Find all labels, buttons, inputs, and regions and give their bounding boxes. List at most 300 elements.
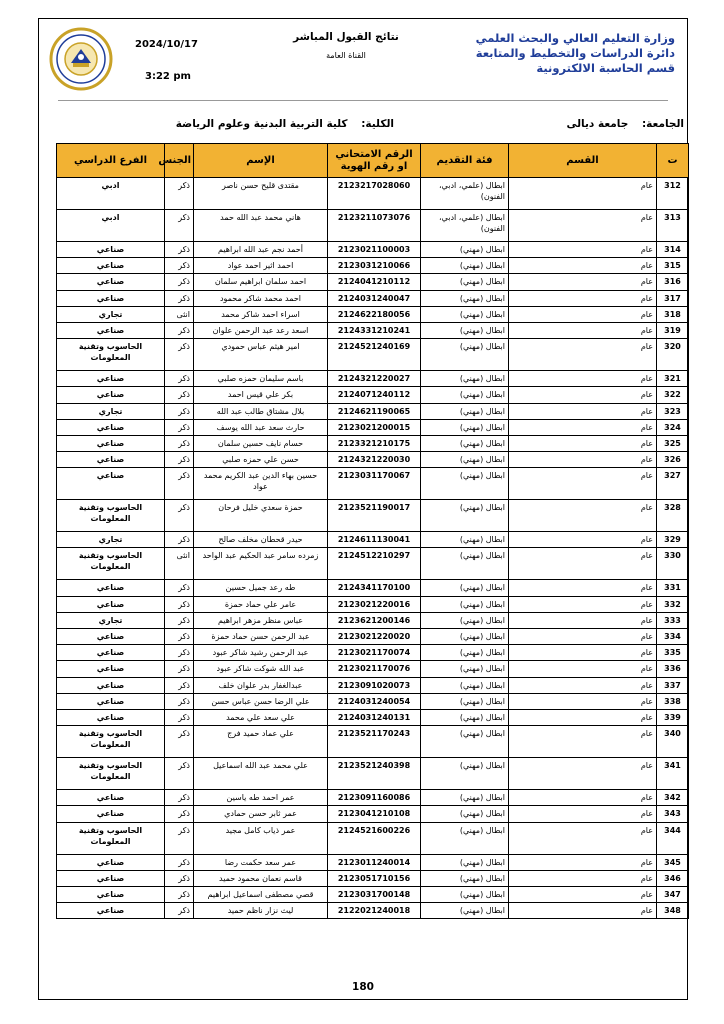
cell-category: ابطال (مهني) <box>421 580 509 596</box>
cell-category: ابطال (مهني) <box>421 903 509 919</box>
table-row <box>57 242 689 258</box>
cell-exam-id: 2124321220027 <box>328 371 421 387</box>
cell-name: عباس منظر مزهر ابراهيم <box>194 612 328 628</box>
cell-seq: 320 <box>657 339 689 371</box>
cell-name: اسعد رعد عبد الرحمن علوان <box>194 322 328 338</box>
cell-exam-id: 2124071240112 <box>328 387 421 403</box>
table-row <box>57 548 689 580</box>
cell-category: ابطال (مهني) <box>421 371 509 387</box>
cell-name: احمد سلمان ابراهيم سلمان <box>194 274 328 290</box>
cell-gender: ذكر <box>165 709 194 725</box>
cell-dept: عام <box>509 371 657 387</box>
col-header-gender: الجنس <box>165 144 194 178</box>
cell-name: احمد اثير احمد عواد <box>194 258 328 274</box>
cell-seq: 339 <box>657 709 689 725</box>
table-row <box>57 210 689 242</box>
cell-gender: ذكر <box>165 758 194 790</box>
cell-exam-id: 2123031170067 <box>328 468 421 500</box>
cell-branch: صناعي <box>57 452 165 468</box>
cell-dept: عام <box>509 903 657 919</box>
cell-name: عمر احمد طه ياسين <box>194 790 328 806</box>
cell-category: ابطال (مهني) <box>421 274 509 290</box>
cell-name: اسراء احمد شاكر محمد <box>194 306 328 322</box>
table-row <box>57 886 689 902</box>
cell-branch: صناعي <box>57 274 165 290</box>
cell-category: ابطال (مهني) <box>421 870 509 886</box>
ministry-logo-icon <box>49 27 113 91</box>
cell-name: عبد الرحمن رشيد شاكر عبود <box>194 645 328 661</box>
cell-name: عمر سعد حكمت رضا <box>194 854 328 870</box>
cell-exam-id: 2123091160086 <box>328 790 421 806</box>
cell-branch: ادبي <box>57 178 165 210</box>
cell-category: ابطال (مهني) <box>421 822 509 854</box>
cell-branch: الحاسوب وتقنية المعلومات <box>57 548 165 580</box>
cell-dept: عام <box>509 242 657 258</box>
cell-name: أحمد نجم عبد الله ابراهيم <box>194 242 328 258</box>
cell-name: حارث سعد عبد الله يوسف <box>194 419 328 435</box>
cell-category: ابطال (مهني) <box>421 419 509 435</box>
cell-name: عامر علي حماد حمزة <box>194 596 328 612</box>
cell-name: مقتدى قليح حسن ناصر <box>194 178 328 210</box>
table-row <box>57 612 689 628</box>
cell-gender: ذكر <box>165 468 194 500</box>
cell-exam-id: 2123621200146 <box>328 612 421 628</box>
cell-dept: عام <box>509 870 657 886</box>
cell-dept: عام <box>509 258 657 274</box>
cell-dept: عام <box>509 290 657 306</box>
cell-category: ابطال (مهني) <box>421 548 509 580</box>
cell-branch: صناعي <box>57 886 165 902</box>
cell-dept: عام <box>509 532 657 548</box>
cell-gender: انثى <box>165 306 194 322</box>
table-row <box>57 903 689 919</box>
cell-category: ابطال (مهني) <box>421 500 509 532</box>
cell-gender: ذكر <box>165 870 194 886</box>
cell-branch: صناعي <box>57 693 165 709</box>
cell-gender: ذكر <box>165 435 194 451</box>
table-row <box>57 790 689 806</box>
cell-dept: عام <box>509 306 657 322</box>
cell-branch: صناعي <box>57 435 165 451</box>
cell-name: احمد محمد شاكر محمود <box>194 290 328 306</box>
table-row <box>57 726 689 758</box>
cell-gender: ذكر <box>165 532 194 548</box>
cell-seq: 327 <box>657 468 689 500</box>
table-body <box>57 178 689 919</box>
cell-category: ابطال (مهني) <box>421 790 509 806</box>
cell-seq: 312 <box>657 178 689 210</box>
cell-seq: 321 <box>657 371 689 387</box>
cell-dept: عام <box>509 629 657 645</box>
page-number: 180 <box>352 981 374 993</box>
table-row <box>57 709 689 725</box>
table-row <box>57 452 689 468</box>
cell-seq: 318 <box>657 306 689 322</box>
cell-gender: ذكر <box>165 886 194 902</box>
cell-gender: ذكر <box>165 596 194 612</box>
table-row <box>57 178 689 210</box>
cell-name: عبدالغفار بدر علوان خلف <box>194 677 328 693</box>
col-header-name: الإسم <box>194 144 328 178</box>
cell-branch: صناعي <box>57 596 165 612</box>
cell-branch: صناعي <box>57 387 165 403</box>
cell-exam-id: 2124611130041 <box>328 532 421 548</box>
cell-exam-id: 2124622180056 <box>328 306 421 322</box>
col-header-branch: الفرع الدراسي <box>57 144 165 178</box>
cell-branch: صناعي <box>57 645 165 661</box>
table-row <box>57 403 689 419</box>
cell-branch: الحاسوب وتقنية المعلومات <box>57 726 165 758</box>
cell-exam-id: 2124521600226 <box>328 822 421 854</box>
cell-dept: عام <box>509 580 657 596</box>
table-row <box>57 758 689 790</box>
cell-category: ابطال (مهني) <box>421 435 509 451</box>
cell-exam-id: 2123521170243 <box>328 726 421 758</box>
cell-gender: ذكر <box>165 612 194 628</box>
cell-gender: ذكر <box>165 629 194 645</box>
table-row <box>57 322 689 338</box>
cell-gender: ذكر <box>165 322 194 338</box>
college-value: كلية التربية البدنية وعلوم الرياضة <box>175 118 348 130</box>
cell-gender: ذكر <box>165 677 194 693</box>
table-row <box>57 822 689 854</box>
cell-category: ابطال (مهني) <box>421 452 509 468</box>
cell-name: حمزة سعدي خليل فرحان <box>194 500 328 532</box>
cell-seq: 346 <box>657 870 689 886</box>
cell-seq: 316 <box>657 274 689 290</box>
table-row <box>57 387 689 403</box>
cell-branch: صناعي <box>57 258 165 274</box>
cell-seq: 340 <box>657 726 689 758</box>
col-header-category: فئة التقديم <box>421 144 509 178</box>
cell-seq: 335 <box>657 645 689 661</box>
cell-category: ابطال (مهني) <box>421 661 509 677</box>
cell-exam-id: 2124031240131 <box>328 709 421 725</box>
table-row <box>57 677 689 693</box>
report-subtitle: القناة العامة <box>326 51 366 60</box>
cell-category: ابطال (مهني) <box>421 726 509 758</box>
cell-name: حسام نايف حسين سلمان <box>194 435 328 451</box>
cell-seq: 341 <box>657 758 689 790</box>
table-row <box>57 500 689 532</box>
report-title-block <box>271 31 421 60</box>
cell-category: ابطال (مهني) <box>421 596 509 612</box>
cell-name: امير هيثم عباس حمودي <box>194 339 328 371</box>
table-row <box>57 371 689 387</box>
ministry-line: قسم الحاسبة الالكترونية <box>536 61 675 75</box>
cell-name: حسين بهاء الدين عبد الكريم محمد عواد <box>194 468 328 500</box>
university-label: الجامعة: <box>641 118 684 130</box>
cell-seq: 332 <box>657 596 689 612</box>
cell-dept: عام <box>509 596 657 612</box>
cell-category: ابطال (مهني) <box>421 387 509 403</box>
cell-branch: الحاسوب وتقنية المعلومات <box>57 339 165 371</box>
cell-seq: 345 <box>657 854 689 870</box>
cell-category: ابطال (مهني) <box>421 532 509 548</box>
cell-gender: ذكر <box>165 274 194 290</box>
table-row <box>57 806 689 822</box>
cell-category: ابطال (مهني) <box>421 758 509 790</box>
table-row <box>57 419 689 435</box>
col-header-exam-id-line: الرقم الامتحاني <box>335 148 413 160</box>
cell-category: ابطال (مهني) <box>421 339 509 371</box>
cell-seq: 348 <box>657 903 689 919</box>
cell-seq: 314 <box>657 242 689 258</box>
cell-exam-id: 2123521240398 <box>328 758 421 790</box>
cell-exam-id: 2123051710156 <box>328 870 421 886</box>
cell-exam-id: 2123521190017 <box>328 500 421 532</box>
table-row <box>57 290 689 306</box>
cell-gender: ذكر <box>165 726 194 758</box>
cell-exam-id: 2123031210066 <box>328 258 421 274</box>
cell-branch: الحاسوب وتقنية المعلومات <box>57 500 165 532</box>
cell-seq: 317 <box>657 290 689 306</box>
cell-branch: صناعي <box>57 790 165 806</box>
cell-gender: ذكر <box>165 387 194 403</box>
cell-category: ابطال (مهني) <box>421 629 509 645</box>
cell-dept: عام <box>509 403 657 419</box>
cell-branch: صناعي <box>57 290 165 306</box>
cell-dept: عام <box>509 274 657 290</box>
cell-seq: 323 <box>657 403 689 419</box>
cell-category: ابطال (مهني) <box>421 645 509 661</box>
cell-branch: صناعي <box>57 903 165 919</box>
cell-exam-id: 2123041210108 <box>328 806 421 822</box>
cell-seq: 325 <box>657 435 689 451</box>
cell-seq: 324 <box>657 419 689 435</box>
cell-branch: الحاسوب وتقنية المعلومات <box>57 758 165 790</box>
cell-exam-id: 2124512210297 <box>328 548 421 580</box>
cell-branch: الحاسوب وتقنية المعلومات <box>57 822 165 854</box>
cell-name: باسم سليمان حمزه صلبي <box>194 371 328 387</box>
cell-branch: صناعي <box>57 242 165 258</box>
report-time: 3:22 pm <box>145 71 191 82</box>
cell-exam-id: 2123021200015 <box>328 419 421 435</box>
table-row <box>57 580 689 596</box>
cell-branch: تجاري <box>57 403 165 419</box>
report-title: نتائج القبول المباشر <box>293 31 399 43</box>
cell-gender: ذكر <box>165 854 194 870</box>
header-divider <box>58 100 668 101</box>
cell-gender: ذكر <box>165 500 194 532</box>
cell-name: عمر ذياب كامل مجيد <box>194 822 328 854</box>
cell-branch: صناعي <box>57 629 165 645</box>
cell-dept: عام <box>509 693 657 709</box>
cell-gender: ذكر <box>165 210 194 242</box>
cell-gender: ذكر <box>165 178 194 210</box>
cell-name: ليث نزار ناظم حميد <box>194 903 328 919</box>
cell-dept: عام <box>509 645 657 661</box>
cell-exam-id: 2123217028060 <box>328 178 421 210</box>
cell-seq: 313 <box>657 210 689 242</box>
cell-category: ابطال (مهني) <box>421 709 509 725</box>
table-row <box>57 661 689 677</box>
cell-gender: ذكر <box>165 822 194 854</box>
cell-seq: 330 <box>657 548 689 580</box>
cell-name: علي سعد علي محمد <box>194 709 328 725</box>
cell-exam-id: 2124521240169 <box>328 339 421 371</box>
cell-category: ابطال (علمي، ادبي، الفنون) <box>421 178 509 210</box>
cell-seq: 331 <box>657 580 689 596</box>
ministry-line: وزارة التعليم العالي والبحث العلمي <box>475 31 675 45</box>
cell-dept: عام <box>509 758 657 790</box>
cell-branch: تجاري <box>57 306 165 322</box>
cell-name: قاسم نعمان محمود حميد <box>194 870 328 886</box>
table-row <box>57 258 689 274</box>
table-header-row <box>57 144 689 178</box>
cell-gender: ذكر <box>165 371 194 387</box>
cell-exam-id: 2124041210112 <box>328 274 421 290</box>
cell-branch: صناعي <box>57 468 165 500</box>
table-row <box>57 596 689 612</box>
cell-category: ابطال (مهني) <box>421 258 509 274</box>
cell-dept: عام <box>509 322 657 338</box>
cell-exam-id: 2123021170076 <box>328 661 421 677</box>
table-row <box>57 693 689 709</box>
cell-gender: ذكر <box>165 790 194 806</box>
cell-exam-id: 2124331210241 <box>328 322 421 338</box>
cell-gender: ذكر <box>165 242 194 258</box>
cell-name: زمرده سامر عبد الحكيم عبد الواحد <box>194 548 328 580</box>
cell-branch: صناعي <box>57 419 165 435</box>
cell-exam-id: 2123021170074 <box>328 645 421 661</box>
table-row <box>57 854 689 870</box>
cell-exam-id: 2123021220016 <box>328 596 421 612</box>
cell-name: علي الرضا حسن عباس حسن <box>194 693 328 709</box>
col-header-exam-id <box>328 144 421 178</box>
cell-dept: عام <box>509 339 657 371</box>
cell-category: ابطال (مهني) <box>421 290 509 306</box>
cell-gender: انثى <box>165 548 194 580</box>
cell-category: ابطال (مهني) <box>421 468 509 500</box>
cell-exam-id: 2123321210175 <box>328 435 421 451</box>
admission-results-table <box>56 143 689 919</box>
cell-seq: 344 <box>657 822 689 854</box>
cell-dept: عام <box>509 806 657 822</box>
col-header-dept: القسم <box>509 144 657 178</box>
cell-dept: عام <box>509 822 657 854</box>
cell-gender: ذكر <box>165 452 194 468</box>
cell-gender: ذكر <box>165 403 194 419</box>
cell-dept: عام <box>509 387 657 403</box>
col-header-exam-id-line: او رقم الهوية <box>340 160 408 172</box>
cell-dept: عام <box>509 500 657 532</box>
cell-seq: 319 <box>657 322 689 338</box>
cell-branch: صناعي <box>57 661 165 677</box>
cell-exam-id: 2124621190065 <box>328 403 421 419</box>
cell-exam-id: 2122021240018 <box>328 903 421 919</box>
table-row <box>57 532 689 548</box>
table-row <box>57 339 689 371</box>
cell-seq: 334 <box>657 629 689 645</box>
cell-gender: ذكر <box>165 661 194 677</box>
table-row <box>57 435 689 451</box>
cell-seq: 343 <box>657 806 689 822</box>
cell-category: ابطال (مهني) <box>421 612 509 628</box>
page-header <box>39 19 687 103</box>
cell-branch: تجاري <box>57 612 165 628</box>
cell-seq: 338 <box>657 693 689 709</box>
cell-exam-id: 2123211073076 <box>328 210 421 242</box>
cell-branch: صناعي <box>57 806 165 822</box>
cell-name: علي عماد حميد فرج <box>194 726 328 758</box>
cell-exam-id: 2123091020073 <box>328 677 421 693</box>
cell-category: ابطال (مهني) <box>421 693 509 709</box>
ministry-line: دائرة الدراسات والتخطيط والمتابعة <box>475 46 675 60</box>
cell-dept: عام <box>509 548 657 580</box>
cell-seq: 326 <box>657 452 689 468</box>
cell-seq: 337 <box>657 677 689 693</box>
cell-exam-id: 2123011240014 <box>328 854 421 870</box>
cell-seq: 342 <box>657 790 689 806</box>
cell-branch: صناعي <box>57 709 165 725</box>
college-info <box>176 118 394 130</box>
cell-gender: ذكر <box>165 645 194 661</box>
cell-gender: ذكر <box>165 693 194 709</box>
cell-category: ابطال (مهني) <box>421 677 509 693</box>
cell-name: عبد الله شوكت شاكر عبود <box>194 661 328 677</box>
cell-branch: صناعي <box>57 371 165 387</box>
cell-branch: صناعي <box>57 580 165 596</box>
col-header-seq: ت <box>657 144 689 178</box>
cell-name: بلال مشتاق طالب عبد الله <box>194 403 328 419</box>
cell-dept: عام <box>509 854 657 870</box>
cell-exam-id: 2123031700148 <box>328 886 421 902</box>
cell-branch: صناعي <box>57 854 165 870</box>
cell-dept: عام <box>509 661 657 677</box>
cell-branch: ادبي <box>57 210 165 242</box>
table-row <box>57 645 689 661</box>
table-row <box>57 306 689 322</box>
cell-seq: 315 <box>657 258 689 274</box>
cell-seq: 347 <box>657 886 689 902</box>
cell-seq: 322 <box>657 387 689 403</box>
cell-branch: صناعي <box>57 870 165 886</box>
table-row <box>57 870 689 886</box>
cell-dept: عام <box>509 677 657 693</box>
table-row <box>57 468 689 500</box>
cell-seq: 336 <box>657 661 689 677</box>
cell-seq: 328 <box>657 500 689 532</box>
cell-dept: عام <box>509 726 657 758</box>
cell-dept: عام <box>509 790 657 806</box>
cell-gender: ذكر <box>165 258 194 274</box>
cell-gender: ذكر <box>165 903 194 919</box>
cell-exam-id: 2123021100003 <box>328 242 421 258</box>
university-value: جامعة ديالى <box>566 118 629 130</box>
cell-name: قصي مصطفى اسماعيل ابراهيم <box>194 886 328 902</box>
cell-category: ابطال (مهني) <box>421 322 509 338</box>
table-row <box>57 629 689 645</box>
cell-category: ابطال (مهني) <box>421 806 509 822</box>
cell-category: ابطال (مهني) <box>421 886 509 902</box>
cell-name: عبد الرحمن حسن حماد حمزة <box>194 629 328 645</box>
cell-gender: ذكر <box>165 419 194 435</box>
cell-gender: ذكر <box>165 580 194 596</box>
cell-seq: 329 <box>657 532 689 548</box>
cell-gender: ذكر <box>165 339 194 371</box>
cell-exam-id: 2124031240047 <box>328 290 421 306</box>
cell-name: هاني محمد عبد الله حمد <box>194 210 328 242</box>
cell-name: طه رعد جميل حسين <box>194 580 328 596</box>
cell-category: ابطال (مهني) <box>421 854 509 870</box>
cell-name: حيدر قحطان مخلف صالح <box>194 532 328 548</box>
cell-category: ابطال (مهني) <box>421 306 509 322</box>
ministry-block <box>476 31 675 76</box>
cell-exam-id: 2124321220030 <box>328 452 421 468</box>
cell-gender: ذكر <box>165 290 194 306</box>
cell-exam-id: 2123021220020 <box>328 629 421 645</box>
